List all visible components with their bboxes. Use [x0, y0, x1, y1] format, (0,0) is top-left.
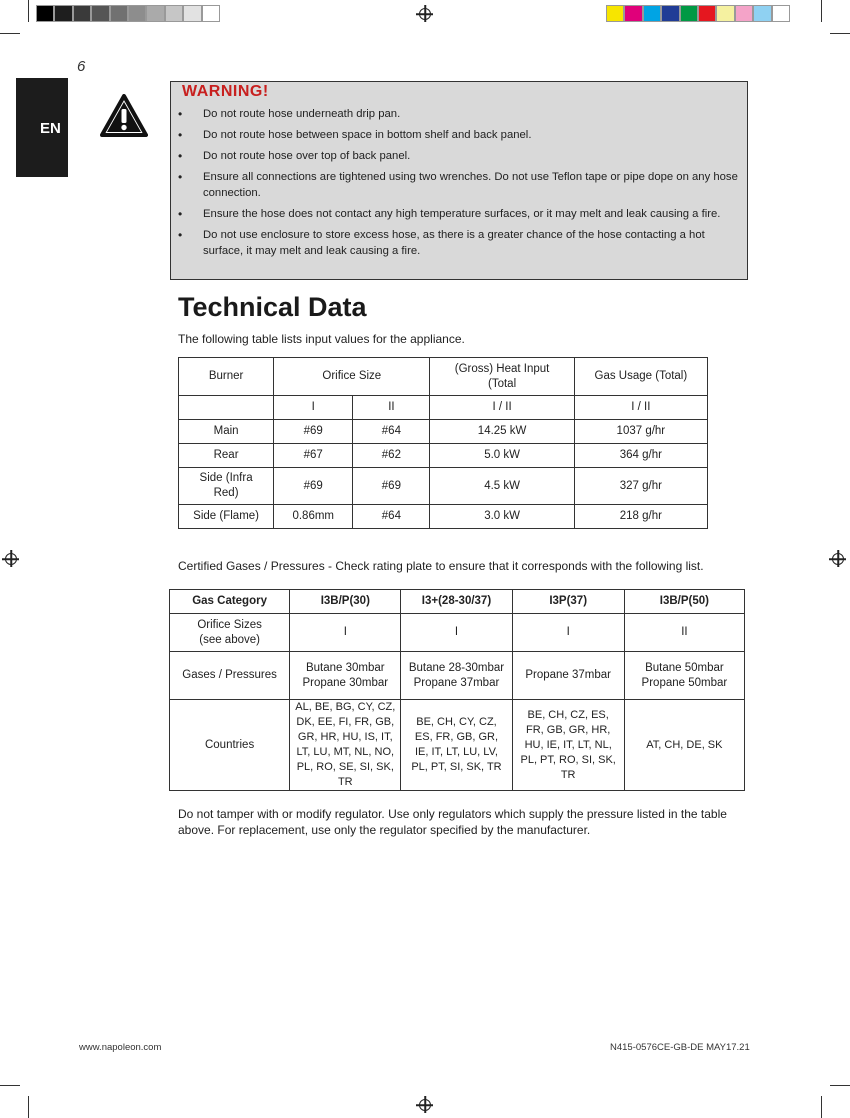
row-label-gases: Gases / Pressures: [170, 652, 290, 700]
registration-mark-top: [419, 8, 431, 20]
gray-swatch: [73, 5, 91, 22]
header-category: I3P(37): [512, 590, 624, 614]
gray-swatch: [54, 5, 72, 22]
cell-countries: BE, CH, CZ, ES, FR, GB, GR, HR, HU, IE, IT, LT, NL, PL, PT, RO, SI, SK, TR: [512, 700, 624, 791]
registration-mark-left: [5, 553, 17, 565]
cell-orifice-2: #64: [353, 505, 430, 529]
cell-heat-input: 14.25 kW: [430, 420, 574, 444]
cell-orifice: I: [290, 614, 401, 652]
table-row: [179, 420, 708, 444]
subheader-orifice-2: II: [353, 396, 430, 420]
warning-triangle-icon: [100, 94, 148, 138]
warning-item: • Do not route hose over top of back panel.: [171, 148, 749, 164]
cell-orifice-2: #62: [353, 444, 430, 468]
cell-orifice-2: #69: [353, 468, 430, 505]
process-color-bar: [606, 5, 790, 22]
table-row: [170, 652, 745, 700]
cell-heat-input: 4.5 kW: [430, 468, 574, 505]
technical-data-table: [178, 357, 708, 529]
cell-gases: Butane 50mbar Propane 50mbar: [624, 652, 744, 700]
cell-countries: BE, CH, CY, CZ, ES, FR, GB, GR, IE, IT, LT, LU, LV, PL, PT, SI, SK, TR: [401, 700, 512, 791]
color-swatch: [716, 5, 734, 22]
color-swatch: [624, 5, 642, 22]
gray-swatch: [183, 5, 201, 22]
color-swatch: [680, 5, 698, 22]
cell-gases: Propane 37mbar: [512, 652, 624, 700]
cell-burner: Side (Infra Red): [179, 468, 274, 505]
header-category: I3+(28-30/37): [401, 590, 512, 614]
cell-orifice-1: #69: [274, 468, 353, 505]
crop-mark: [821, 0, 822, 22]
gray-swatch: [110, 5, 128, 22]
header-category: I3B/P(50): [624, 590, 744, 614]
cell-heat-input: 5.0 kW: [430, 444, 574, 468]
warning-item: • Ensure all connections are tightened using two wrenches. Do not use Teflon tape or pipe dope on any hose connection.: [171, 169, 749, 201]
registration-mark-right: [832, 553, 844, 565]
color-swatch: [772, 5, 790, 22]
color-swatch: [606, 5, 624, 22]
regulator-note: Do not tamper with or modify regulator. Use only regulators which supply the pressure listed in the table above. For replacement, use only the regulator specified by the manufacturer.: [178, 807, 727, 837]
subheader-gas-usage: I / II: [574, 396, 707, 420]
gray-swatch: [165, 5, 183, 22]
cell-gases: Butane 30mbar Propane 30mbar: [290, 652, 401, 700]
table-row: [179, 468, 708, 505]
cell-gas-usage: 218 g/hr: [574, 505, 707, 529]
color-swatch: [735, 5, 753, 22]
section-title: Technical Data: [178, 292, 367, 322]
header-gas-category: Gas Category: [170, 590, 290, 614]
crop-mark: [28, 1096, 29, 1118]
registration-mark-bottom: [419, 1099, 431, 1111]
cell-orifice-1: #69: [274, 420, 353, 444]
crop-mark: [0, 33, 20, 34]
cell-orifice: I: [401, 614, 512, 652]
cell-gas-usage: 327 g/hr: [574, 468, 707, 505]
crop-mark: [821, 1096, 822, 1118]
row-label-orifice: Orifice Sizes (see above): [170, 614, 290, 652]
color-swatch: [698, 5, 716, 22]
language-tab: EN: [16, 78, 68, 177]
intro-text: The following table lists input values for the appliance.: [178, 332, 465, 346]
subheader-empty: [179, 396, 274, 420]
gray-swatch: [91, 5, 109, 22]
cell-orifice-2: #64: [353, 420, 430, 444]
color-swatch: [643, 5, 661, 22]
color-swatch: [661, 5, 679, 22]
warning-list: [171, 106, 749, 264]
subheader-heat-input: I / II: [430, 396, 574, 420]
header-heat-input: (Gross) Heat Input (Total: [430, 358, 574, 396]
warning-item: • Do not use enclosure to store excess hose, as there is a greater chance of the hose contacting a hot surface, it may melt and leak causing a fire.: [171, 227, 749, 259]
cell-gases: Butane 28-30mbar Propane 37mbar: [401, 652, 512, 700]
cell-orifice-1: #67: [274, 444, 353, 468]
warning-item: • Ensure the hose does not contact any high temperature surfaces, or it may melt and leak causing a fire.: [171, 206, 749, 222]
header-category: I3B/P(30): [290, 590, 401, 614]
cell-burner: Main: [179, 420, 274, 444]
gray-swatch: [36, 5, 54, 22]
cell-burner: Side (Flame): [179, 505, 274, 529]
gas-category-table: [169, 589, 745, 791]
footer-document-code: N415-0576CE-GB-DE MAY17.21: [610, 1042, 750, 1053]
cell-countries: AT, CH, DE, SK: [624, 700, 744, 791]
cell-gas-usage: 364 g/hr: [574, 444, 707, 468]
cell-gas-usage: 1037 g/hr: [574, 420, 707, 444]
table-row: [170, 614, 745, 652]
cell-orifice: II: [624, 614, 744, 652]
row-label-countries: Countries: [170, 700, 290, 791]
gray-swatch: [128, 5, 146, 22]
crop-mark: [0, 1085, 20, 1086]
cell-orifice: I: [512, 614, 624, 652]
gray-swatch: [146, 5, 164, 22]
warning-item: • Do not route hose between space in bottom shelf and back panel.: [171, 127, 749, 143]
table-row: [179, 505, 708, 529]
crop-mark: [830, 1085, 850, 1086]
header-gas-usage: Gas Usage (Total): [574, 358, 707, 396]
cell-countries: AL, BE, BG, CY, CZ, DK, EE, FI, FR, GB, GR, HR, HU, IS, IT, LT, LU, MT, NL, NO, PL, RO, SE, SI, SK, TR: [290, 700, 401, 791]
page-number: 6: [77, 58, 86, 75]
subheader-orifice-1: I: [274, 396, 353, 420]
color-swatch: [753, 5, 771, 22]
cell-heat-input: 3.0 kW: [430, 505, 574, 529]
certified-gases-note: Certified Gases / Pressures - Check rating plate to ensure that it corresponds with the following list.: [178, 559, 704, 573]
cell-orifice-1: 0.86mm: [274, 505, 353, 529]
table-row: [179, 444, 708, 468]
gray-swatch: [202, 5, 220, 22]
warning-box: [170, 81, 748, 280]
cell-burner: Rear: [179, 444, 274, 468]
footer-website: www.napoleon.com: [79, 1042, 162, 1053]
table-row: [170, 700, 745, 791]
crop-mark: [28, 0, 29, 22]
warning-item: • Do not route hose underneath drip pan.: [171, 106, 749, 122]
grayscale-color-bar: [36, 5, 220, 22]
header-orifice-size: Orifice Size: [274, 358, 430, 396]
warning-title: WARNING!: [182, 83, 269, 100]
header-burner: Burner: [179, 358, 274, 396]
crop-mark: [830, 33, 850, 34]
